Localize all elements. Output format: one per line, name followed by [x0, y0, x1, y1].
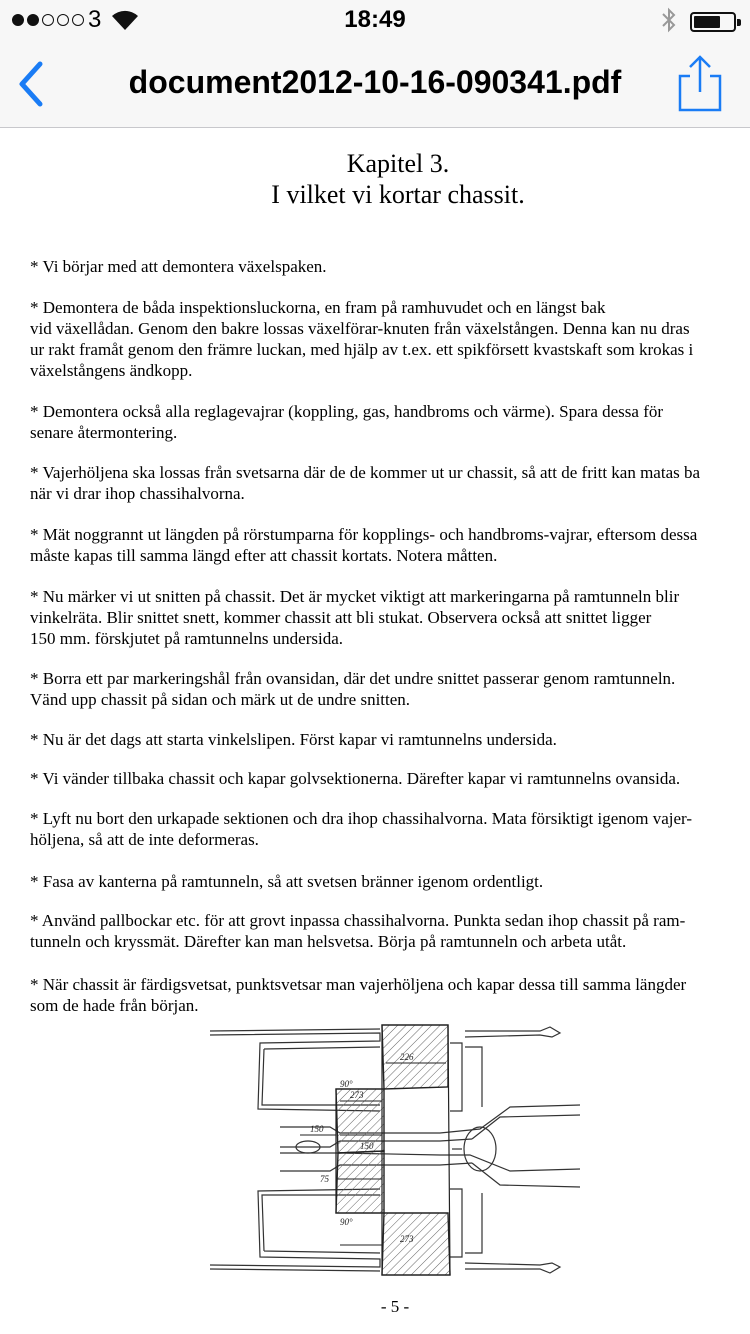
paragraph: * Fasa av kanterna på ramtunneln, så att svetsen bränner igenom ordentligt.: [30, 872, 544, 891]
paragraph: * Demontera också alla reglagevajrar (koppling, gas, handbroms och värme). Spara dessa för senare återmontering.: [30, 402, 664, 442]
angle-label: 90°: [340, 1079, 353, 1089]
angle-label: 90°: [340, 1217, 353, 1227]
dimension-label: 226: [400, 1052, 414, 1062]
dimension-label: 273: [400, 1234, 414, 1244]
navigation-bar: [0, 40, 750, 128]
dimension-label: 273: [350, 1090, 364, 1100]
paragraph: * Vi vänder tillbaka chassit och kapar golvsektionerna. Därefter kapar vi ramtunnelns ovansida.: [30, 769, 681, 788]
paragraph: * Använd pallbockar etc. för att grovt inpassa chassihalvorna. Punkta sedan ihop chassit på ram- tunneln och kryssmät. Därefter kan man helsvetsa. Börja på ramtunneln och arbeta utåt.: [30, 911, 686, 951]
bluetooth-icon: [660, 7, 678, 33]
paragraph: * Nu är det dags att starta vinkelslipen. Först kapar vi ramtunnelns undersida.: [30, 730, 557, 749]
chassis-cut-diagram: [200, 1019, 590, 1309]
status-bar: [0, 0, 750, 40]
dimension-label: 150: [360, 1141, 374, 1151]
paragraph: * Lyft nu bort den urkapade sektionen och dra ihop chassihalvorna. Mata försiktigt igenom vajer- höljena, så att de inte deformeras.: [30, 809, 693, 849]
clock: 18:49: [344, 6, 406, 33]
paragraph: * Nu märker vi ut snitten på chassit. Det är mycket viktigt att markeringarna på ramtunneln blir vinkelräta. Blir snittet snett, kommer chassit att bli stukat. Observera också att snittet ligger 150 mm. förskjutet på ramtunnelns undersida.: [30, 587, 680, 648]
chapter-heading: Kapitel 3.: [346, 149, 450, 178]
carrier-name: 3: [88, 6, 102, 33]
paragraph: * Vi börjar med att demontera växelspaken.: [30, 257, 327, 276]
battery-icon: [690, 12, 736, 32]
paragraph: * Mät noggrannt ut längden på rörstumparna för kopplings- och handbroms-vajrar, eftersom dessa måste kapas till samma längd efter att chassit kortats. Notera måtten.: [30, 525, 698, 565]
paragraph: * Borra ett par markeringshål från ovansidan, där det undre snittet passerar genom ramtunneln. Vänd upp chassit på sidan och märk ut de undre snitten.: [30, 669, 676, 709]
paragraph: * När chassit är färdigsvetsat, punktsvetsar man vajerhöljena och kapar dessa till samma längder som de hade från början.: [30, 975, 687, 1015]
page-number: - 5 -: [380, 1297, 410, 1316]
share-icon[interactable]: [672, 54, 728, 114]
document-title: document2012-10-16-090341.pdf: [128, 64, 622, 100]
paragraph: * Demontera de båda inspektionsluckorna, en fram på ramhuvudet och en längst bak vid växellådan. Genom den bakre lossas växelförar-knuten från växelstången. Denna kan nu dras ur rakt framåt genom den främre luckan, med hjälp av t.ex. ett spikförsett kvastskaft som krokas i växelstångens ändkopp.: [30, 298, 694, 380]
dimension-label: 150: [310, 1124, 324, 1134]
chapter-subtitle: I vilket vi kortar chassit.: [271, 180, 525, 209]
dimension-label: 75: [320, 1174, 329, 1184]
back-chevron-icon[interactable]: [10, 58, 54, 110]
pdf-page[interactable]: [0, 129, 750, 1334]
paragraph: * Vajerhöljena ska lossas från svetsarna där de de kommer ut ur chassit, så att de fritt kan matas ba när vi drar ihop chassihalvorna.: [30, 463, 701, 503]
